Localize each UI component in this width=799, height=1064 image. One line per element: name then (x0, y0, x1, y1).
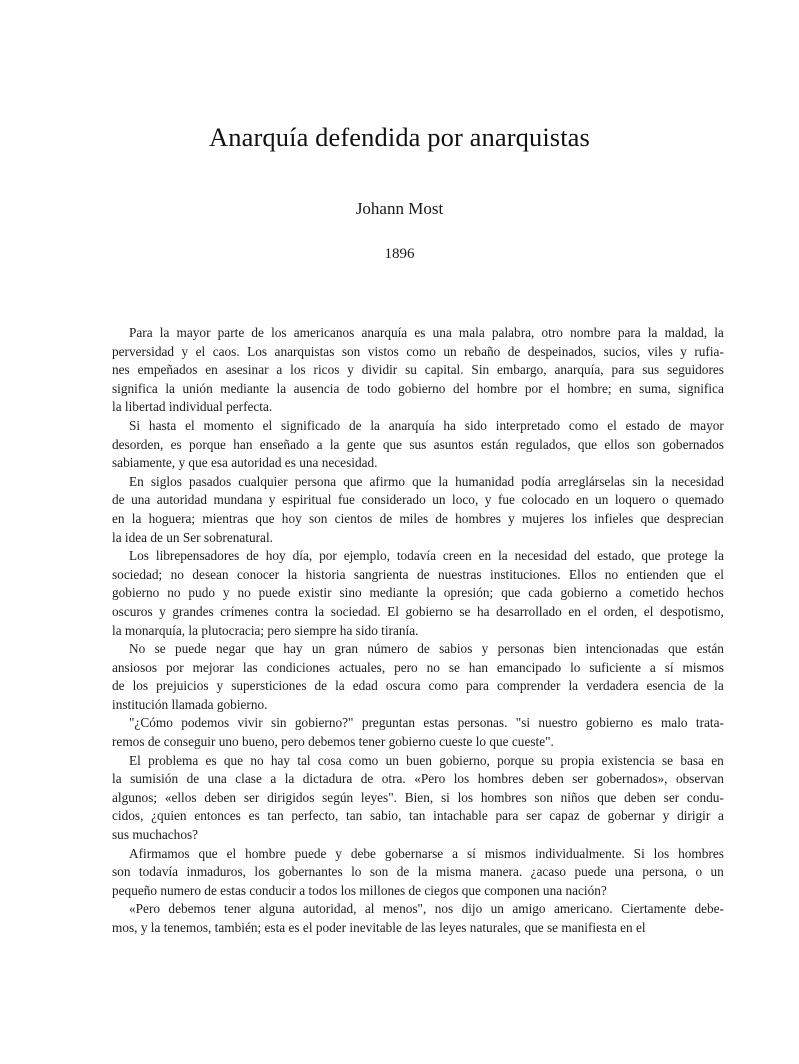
paragraph (112, 417, 724, 473)
text-line: No se puede negar que hay un gran número de sabios y personas bien intencionadas que están (129, 641, 724, 657)
text-line: la idea de un Ser sobrenatural. (112, 529, 273, 545)
paragraph (112, 714, 724, 751)
text-line: Si hasta el momento el significado de la anarquía ha sido interpretado como el estado de mayor (129, 417, 724, 433)
text-line: de los prejuicios y supersticiones de la edad oscura como para comprender la verdadera esencia de la (112, 678, 724, 694)
text-line: El problema es que no hay tal cosa como un buen gobierno, porque su propia existencia se basa en (129, 752, 724, 768)
text-line: pequeño numero de estas conducir a todos los millones de ciegos que componen una nación? (112, 882, 607, 898)
text-line: en la hoguera; mientras que hoy son cientos de miles de hombres y mujeres los infieles que desprecian (112, 510, 724, 526)
paragraph (112, 547, 724, 640)
text-line: perversidad y el caos. Los anarquistas son vistos como un rebaño de despeinados, sucios, viles y rufia- (112, 343, 724, 359)
text-line: desorden, es porque han enseñado a la gente que sus asuntos están regulados, que ellos son gobernados (112, 436, 724, 452)
text-line: la monarquía, la plutocracia; pero siempre ha sido tiranía. (112, 622, 419, 638)
text-line: sociedad; no desean conocer la historia sangrienta de nuestras instituciones. Ellos no entienden que el (112, 566, 724, 582)
document-body (112, 324, 724, 938)
text-line: institución llamada gobierno. (112, 696, 268, 712)
document-date: 1896 (384, 246, 415, 262)
text-line: la sumisión de una clase a la dictadura de otra. «Pero los hombres deben ser gobernados», observan (112, 771, 724, 787)
paragraph (112, 752, 724, 845)
text-line: sabiamente, y que esa autoridad es una necesidad. (112, 455, 378, 471)
text-line: significa la unión mediante la ausencia de todo gobierno del hombre por el hombre; en suma, significa (112, 380, 724, 396)
paragraph (112, 473, 724, 547)
paragraph (112, 900, 724, 937)
text-line: Para la mayor parte de los americanos anarquía es una mala palabra, otro nombre para la maldad, la (129, 325, 724, 340)
text-line: cidos, ¿quien entonces es tan perfecto, tan sabio, tan intachable para ser capaz de gobernar y dirigir a (112, 808, 724, 824)
text-line: "¿Cómo podemos vivir sin gobierno?" preguntan estas personas. "si nuestro gobierno es malo trata- (129, 715, 724, 731)
document-title: Anarquía defendida por anarquistas (209, 122, 590, 152)
text-line: Los librepensadores de hoy día, por ejemplo, todavía creen en la necesidad del estado, que protege la (129, 548, 724, 564)
text-line: gobierno no pudo y no puede existir sino mediante la opresión; que cada gobierno a cometido hechos (112, 585, 724, 601)
paragraph (112, 324, 724, 417)
text-line: Afirmamos que el hombre puede y debe gobernarse a sí mismos individualmente. Si los hombres (129, 845, 724, 861)
text-line: algunos; «ellos deben ser dirigidos según leyes". Bien, si los hombres son niños que deben ser condu- (112, 789, 724, 805)
text-line: nes empeñados en asesinar a los ricos y dividir su capital. Sin embargo, anarquía, para sus seguidores (112, 362, 724, 378)
text-line: la libertad individual perfecta. (112, 399, 273, 415)
text-line: mos, y la tenemos, también; esta es el poder inevitable de las leyes naturales, que se manifiesta en el (112, 920, 646, 935)
document-author: Johann Most (355, 199, 444, 218)
text-line: ansiosos por mejorar las condiciones actuales, pero no se han emancipado lo suficiente a sí mismos (112, 659, 724, 675)
text-line: «Pero debemos tener alguna autoridad, al menos", nos dijo un amigo americano. Ciertamente debe- (129, 901, 724, 917)
text-line: son todavía inmaduros, los gobernantes lo son de la misma manera. ¿acaso puede una persona, o un (112, 864, 724, 880)
text-line: sus muchachos? (112, 827, 199, 843)
text-line: En siglos pasados cualquier persona que afirmo que la humanidad podía arreglárselas sin la necesidad (129, 473, 724, 489)
paragraph (112, 640, 724, 714)
text-line: de una autoridad mundana y espiritual fue considerado un loco, y fue colocado en un loquero o quemado (112, 492, 724, 508)
paragraph (112, 845, 724, 901)
text-line: oscuros y grandes crímenes contra la sociedad. El gobierno se ha desarrollado en el orden, el despotismo, (112, 603, 724, 619)
text-line: remos de conseguir uno bueno, pero debemos tener gobierno cueste lo que cueste". (112, 734, 554, 750)
